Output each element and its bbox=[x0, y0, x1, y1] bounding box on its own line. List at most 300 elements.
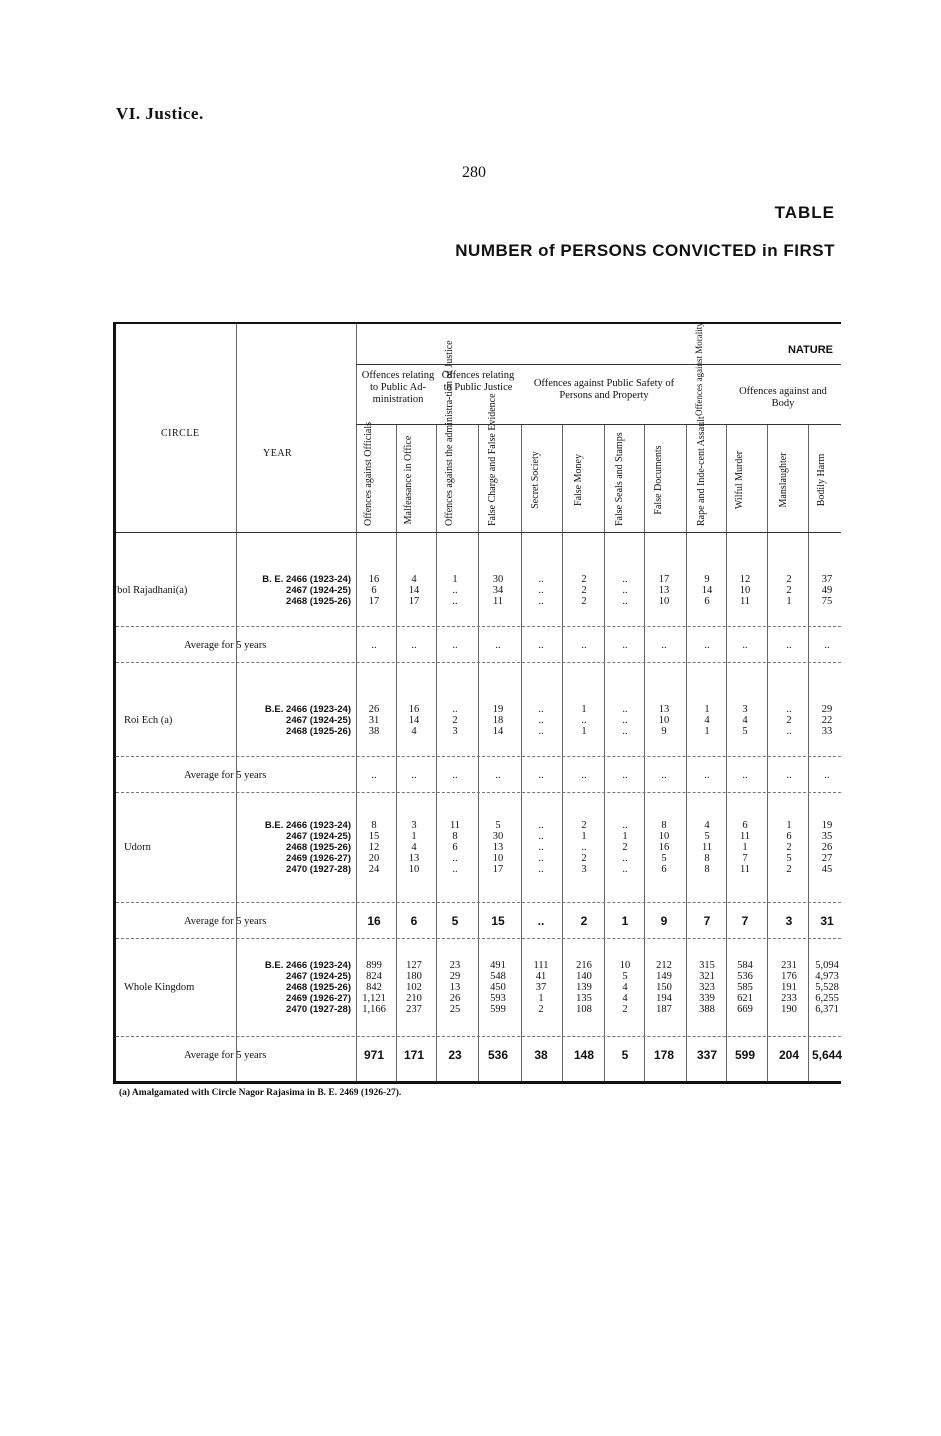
group-header: Offences against Public Safety of Persons and Property bbox=[533, 378, 675, 401]
table-cell: 9 bbox=[704, 574, 710, 585]
table-cell: 8 bbox=[661, 820, 667, 831]
table-cell: 584 bbox=[737, 960, 753, 971]
table-cell: 6,255 bbox=[815, 993, 839, 1004]
table-cell: .. bbox=[538, 853, 544, 864]
table-cell: 10 bbox=[658, 831, 670, 842]
table-cell: 5,094 bbox=[815, 960, 839, 971]
table-subtitle: NUMBER of PERSONS CONVICTED in FIRST bbox=[455, 241, 835, 260]
table-cell: 149 bbox=[656, 971, 672, 982]
table-cell: 10 bbox=[408, 864, 420, 875]
table-cell: .. bbox=[581, 715, 587, 726]
year-label: 2467 (1924-25) bbox=[286, 585, 351, 596]
year-label: B.E. 2466 (1923-24) bbox=[264, 820, 351, 831]
column-header: False Charge and False Evidence bbox=[487, 393, 498, 526]
average-cell: .. bbox=[371, 770, 377, 781]
average-cell: .. bbox=[411, 770, 417, 781]
table-cell: .. bbox=[538, 585, 544, 596]
average-cell: 6 bbox=[410, 914, 418, 928]
table-cell: 4,973 bbox=[815, 971, 839, 982]
table-cell: 10 bbox=[658, 596, 670, 607]
table-cell: 8 bbox=[371, 820, 377, 831]
table-cell: 824 bbox=[366, 971, 382, 982]
column-header: Secret Society bbox=[530, 451, 541, 509]
table-cell: 6 bbox=[661, 864, 667, 875]
table-cell: 180 bbox=[406, 971, 422, 982]
average-cell: .. bbox=[452, 640, 458, 651]
table-cell: .. bbox=[786, 704, 792, 715]
table-cell: 41 bbox=[535, 971, 547, 982]
table-cell: 23 bbox=[449, 960, 461, 971]
table-cell: 4 bbox=[411, 842, 417, 853]
table-cell: 4 bbox=[411, 726, 417, 737]
table-cell: 842 bbox=[366, 982, 382, 993]
column-divider bbox=[726, 424, 727, 1081]
table-cell: 4 bbox=[704, 820, 710, 831]
group-header: Offences relating to Public Ad-ministration bbox=[361, 370, 435, 405]
table-cell: 1 bbox=[452, 574, 458, 585]
table-cell: 14 bbox=[408, 715, 420, 726]
table-cell: .. bbox=[538, 574, 544, 585]
column-header: False Money bbox=[573, 454, 584, 506]
table-cell: 669 bbox=[737, 1004, 753, 1015]
circle-header: CIRCLE bbox=[161, 428, 200, 439]
average-cell: 599 bbox=[734, 1048, 756, 1062]
average-cell: 7 bbox=[703, 914, 711, 928]
column-header: False Seals and Stamps bbox=[614, 432, 625, 526]
page-number: 280 bbox=[462, 164, 486, 181]
year-label: 2468 (1925-26) bbox=[286, 842, 351, 853]
table-cell: 16 bbox=[658, 842, 670, 853]
table-cell: .. bbox=[452, 853, 458, 864]
table-cell: .. bbox=[538, 820, 544, 831]
row-separator bbox=[116, 1036, 841, 1037]
table-cell: 536 bbox=[737, 971, 753, 982]
table-cell: 16 bbox=[368, 574, 380, 585]
table-cell: 27 bbox=[821, 853, 833, 864]
convictions-table bbox=[113, 322, 841, 1084]
average-cell: .. bbox=[661, 770, 667, 781]
table-cell: 127 bbox=[406, 960, 422, 971]
table-cell: 5 bbox=[786, 853, 792, 864]
table-cell: 6 bbox=[371, 585, 377, 596]
table-cell: .. bbox=[538, 704, 544, 715]
table-cell: 194 bbox=[656, 993, 672, 1004]
table-cell: 4 bbox=[704, 715, 710, 726]
row-separator bbox=[116, 792, 841, 793]
table-cell: 231 bbox=[781, 960, 797, 971]
table-cell: .. bbox=[622, 864, 628, 875]
average-cell: 3 bbox=[785, 914, 793, 928]
average-cell: 2 bbox=[580, 914, 588, 928]
table-cell: .. bbox=[622, 820, 628, 831]
row-separator bbox=[116, 756, 841, 757]
footnote: (a) Amalgamated with Circle Nagor Rajasima in B. E. 2469 (1926-27). bbox=[119, 1088, 402, 1098]
header-rule bbox=[356, 424, 841, 425]
column-divider bbox=[604, 424, 605, 1081]
table-cell: .. bbox=[538, 596, 544, 607]
row-separator bbox=[116, 902, 841, 903]
group-header: Offences relating to Public Justice bbox=[441, 370, 515, 393]
table-cell: .. bbox=[622, 715, 628, 726]
table-cell: .. bbox=[622, 726, 628, 737]
table-cell: .. bbox=[452, 585, 458, 596]
year-label: 2469 (1926-27) bbox=[286, 853, 351, 864]
table-cell: .. bbox=[452, 596, 458, 607]
year-header: YEAR bbox=[263, 448, 293, 459]
column-header: Offences against Officials bbox=[363, 421, 374, 526]
table-cell: 187 bbox=[656, 1004, 672, 1015]
table-cell: 35 bbox=[821, 831, 833, 842]
table-cell: 17 bbox=[492, 864, 504, 875]
table-cell: 6 bbox=[742, 820, 748, 831]
average-cell: .. bbox=[704, 640, 710, 651]
table-cell: 13 bbox=[408, 853, 420, 864]
group-header: Offences against and Body bbox=[739, 386, 827, 409]
table-cell: 26 bbox=[821, 842, 833, 853]
table-cell: 19 bbox=[492, 704, 504, 715]
table-cell: 14 bbox=[492, 726, 504, 737]
table-cell: .. bbox=[622, 596, 628, 607]
table-cell: 20 bbox=[368, 853, 380, 864]
table-cell: 323 bbox=[699, 982, 715, 993]
table-cell: 2 bbox=[786, 842, 792, 853]
table-cell: 26 bbox=[368, 704, 380, 715]
table-cell: 22 bbox=[821, 715, 833, 726]
table-cell: 593 bbox=[490, 993, 506, 1004]
column-divider bbox=[478, 424, 479, 1081]
table-cell: 5 bbox=[495, 820, 501, 831]
table-cell: 3 bbox=[742, 704, 748, 715]
table-cell: 10 bbox=[492, 853, 504, 864]
average-cell: 5 bbox=[621, 1048, 629, 1062]
table-cell: 1 bbox=[538, 993, 544, 1004]
table-cell: 37 bbox=[821, 574, 833, 585]
table-cell: 13 bbox=[658, 704, 670, 715]
table-cell: 3 bbox=[411, 820, 417, 831]
table-cell: 1 bbox=[786, 820, 792, 831]
average-label: Average for 5 years bbox=[184, 916, 267, 927]
table-cell: 1 bbox=[622, 831, 628, 842]
table-cell: 1 bbox=[704, 726, 710, 737]
table-cell: 6,371 bbox=[815, 1004, 839, 1015]
table-cell: .. bbox=[581, 842, 587, 853]
column-header: Manslaughter bbox=[778, 452, 789, 508]
table-cell: 150 bbox=[656, 982, 672, 993]
average-label: Average for 5 years bbox=[184, 770, 267, 781]
table-cell: 2 bbox=[581, 574, 587, 585]
circle-name: Udorn bbox=[124, 842, 151, 853]
table-cell: 315 bbox=[699, 960, 715, 971]
row-separator bbox=[116, 938, 841, 939]
table-cell: 6 bbox=[704, 596, 710, 607]
circle-name: Roi Ech (a) bbox=[124, 715, 173, 726]
table-cell: 11 bbox=[492, 596, 504, 607]
average-cell: 171 bbox=[403, 1048, 425, 1062]
table-cell: 7 bbox=[742, 853, 748, 864]
table-cell: 4 bbox=[622, 993, 628, 1004]
table-cell: 190 bbox=[781, 1004, 797, 1015]
average-cell: 971 bbox=[363, 1048, 385, 1062]
table-cell: .. bbox=[538, 715, 544, 726]
average-cell: .. bbox=[538, 640, 544, 651]
table-cell: 4 bbox=[411, 574, 417, 585]
table-cell: 216 bbox=[576, 960, 592, 971]
table-cell: 24 bbox=[368, 864, 380, 875]
year-label: 2470 (1927-28) bbox=[286, 864, 351, 875]
year-label: B. E. 2466 (1923-24) bbox=[262, 574, 351, 585]
table-cell: 14 bbox=[701, 585, 713, 596]
table-cell: 5 bbox=[661, 853, 667, 864]
table-cell: 1 bbox=[581, 831, 587, 842]
table-cell: 4 bbox=[622, 982, 628, 993]
table-cell: .. bbox=[786, 726, 792, 737]
average-cell: 148 bbox=[573, 1048, 595, 1062]
table-cell: 25 bbox=[449, 1004, 461, 1015]
table-cell: 37 bbox=[535, 982, 547, 993]
table-cell: 1 bbox=[704, 704, 710, 715]
average-cell: 15 bbox=[491, 914, 505, 928]
table-cell: 14 bbox=[408, 585, 420, 596]
table-cell: 5 bbox=[742, 726, 748, 737]
average-cell: 7 bbox=[741, 914, 749, 928]
table-cell: .. bbox=[622, 853, 628, 864]
average-cell: 536 bbox=[487, 1048, 509, 1062]
column-divider bbox=[808, 424, 809, 1081]
header-rule bbox=[116, 532, 841, 533]
table-cell: 2 bbox=[786, 715, 792, 726]
column-divider bbox=[436, 424, 437, 1081]
average-cell: .. bbox=[786, 640, 792, 651]
table-cell: 19 bbox=[821, 820, 833, 831]
table-cell: 11 bbox=[449, 820, 461, 831]
table-cell: 10 bbox=[658, 715, 670, 726]
table-cell: 3 bbox=[581, 864, 587, 875]
table-label: TABLE bbox=[774, 203, 835, 222]
average-cell: .. bbox=[704, 770, 710, 781]
table-cell: 176 bbox=[781, 971, 797, 982]
table-cell: 210 bbox=[406, 993, 422, 1004]
table-cell: 1 bbox=[786, 596, 792, 607]
average-cell: .. bbox=[824, 770, 830, 781]
table-cell: 33 bbox=[821, 726, 833, 737]
table-cell: 108 bbox=[576, 1004, 592, 1015]
average-label: Average for 5 years bbox=[184, 640, 267, 651]
table-cell: 45 bbox=[821, 864, 833, 875]
table-cell: 4 bbox=[742, 715, 748, 726]
table-cell: 2 bbox=[581, 853, 587, 864]
column-header: Malfeasance in Office bbox=[403, 435, 414, 525]
column-divider bbox=[686, 424, 687, 1081]
average-cell: 5 bbox=[451, 914, 459, 928]
table-cell: 13 bbox=[449, 982, 461, 993]
header-rule bbox=[356, 364, 841, 365]
table-cell: 18 bbox=[492, 715, 504, 726]
year-label: 2469 (1926-27) bbox=[286, 993, 351, 1004]
table-cell: 111 bbox=[533, 960, 549, 971]
table-cell: 8 bbox=[704, 853, 710, 864]
average-cell: .. bbox=[452, 770, 458, 781]
table-cell: 9 bbox=[661, 726, 667, 737]
table-cell: .. bbox=[538, 864, 544, 875]
table-cell: 1 bbox=[742, 842, 748, 853]
average-cell: 31 bbox=[820, 914, 834, 928]
average-cell: .. bbox=[742, 640, 748, 651]
column-divider bbox=[644, 424, 645, 1081]
row-separator bbox=[116, 626, 841, 627]
table-cell: 75 bbox=[821, 596, 833, 607]
column-header: Offences against the administra-tion of Justice bbox=[444, 340, 455, 526]
table-cell: 2 bbox=[622, 842, 628, 853]
table-cell: 2 bbox=[622, 1004, 628, 1015]
table-cell: .. bbox=[452, 864, 458, 875]
table-cell: 140 bbox=[576, 971, 592, 982]
year-label: 2467 (1924-25) bbox=[286, 971, 351, 982]
table-cell: 2 bbox=[581, 820, 587, 831]
year-label: 2470 (1927-28) bbox=[286, 1004, 351, 1015]
table-cell: 10 bbox=[619, 960, 631, 971]
average-cell: .. bbox=[495, 640, 501, 651]
table-cell: 321 bbox=[699, 971, 715, 982]
table-cell: 1,166 bbox=[362, 1004, 386, 1015]
table-cell: 11 bbox=[701, 842, 713, 853]
table-cell: 49 bbox=[821, 585, 833, 596]
circle-name: Whole Kingdom bbox=[124, 982, 195, 993]
table-cell: 5,528 bbox=[815, 982, 839, 993]
average-cell: 337 bbox=[696, 1048, 718, 1062]
table-cell: 13 bbox=[492, 842, 504, 853]
average-cell: .. bbox=[824, 640, 830, 651]
table-cell: 599 bbox=[490, 1004, 506, 1015]
table-cell: .. bbox=[538, 726, 544, 737]
column-header: Rape and Inde-cent Assault bbox=[696, 416, 707, 526]
nature-label: NATURE bbox=[787, 344, 833, 356]
average-cell: .. bbox=[786, 770, 792, 781]
table-cell: 5 bbox=[622, 971, 628, 982]
table-cell: 621 bbox=[737, 993, 753, 1004]
average-cell: .. bbox=[622, 770, 628, 781]
table-cell: .. bbox=[538, 831, 544, 842]
table-cell: 237 bbox=[406, 1004, 422, 1015]
table-cell: 31 bbox=[368, 715, 380, 726]
year-label: 2468 (1925-26) bbox=[286, 596, 351, 607]
average-cell: .. bbox=[537, 914, 545, 928]
average-cell: 38 bbox=[534, 1048, 548, 1062]
table-cell: 17 bbox=[408, 596, 420, 607]
table-cell: 12 bbox=[739, 574, 751, 585]
table-cell: 38 bbox=[368, 726, 380, 737]
table-cell: 15 bbox=[368, 831, 380, 842]
table-cell: 2 bbox=[452, 715, 458, 726]
column-divider bbox=[767, 424, 768, 1081]
table-cell: 16 bbox=[408, 704, 420, 715]
table-cell: 11 bbox=[739, 864, 751, 875]
table-cell: 212 bbox=[656, 960, 672, 971]
table-cell: 26 bbox=[449, 993, 461, 1004]
table-cell: 548 bbox=[490, 971, 506, 982]
average-cell: 9 bbox=[660, 914, 668, 928]
table-cell: 6 bbox=[452, 842, 458, 853]
table-cell: 2 bbox=[786, 574, 792, 585]
table-cell: 11 bbox=[739, 596, 751, 607]
section-title: VI. Justice. bbox=[116, 104, 204, 123]
column-divider bbox=[562, 424, 563, 1081]
table-cell: 34 bbox=[492, 585, 504, 596]
year-label: 2467 (1924-25) bbox=[286, 715, 351, 726]
table-cell: 3 bbox=[452, 726, 458, 737]
table-cell: 6 bbox=[786, 831, 792, 842]
table-cell: 12 bbox=[368, 842, 380, 853]
table-cell: 388 bbox=[699, 1004, 715, 1015]
average-cell: .. bbox=[742, 770, 748, 781]
table-cell: 585 bbox=[737, 982, 753, 993]
table-cell: .. bbox=[538, 842, 544, 853]
table-cell: 1 bbox=[581, 704, 587, 715]
table-cell: 899 bbox=[366, 960, 382, 971]
year-label: 2467 (1924-25) bbox=[286, 831, 351, 842]
table-cell: 13 bbox=[658, 585, 670, 596]
table-cell: 2 bbox=[581, 585, 587, 596]
average-cell: .. bbox=[581, 770, 587, 781]
table-cell: 30 bbox=[492, 574, 504, 585]
table-cell: 29 bbox=[821, 704, 833, 715]
table-cell: 139 bbox=[576, 982, 592, 993]
table-cell: 8 bbox=[704, 864, 710, 875]
table-cell: 2 bbox=[786, 585, 792, 596]
table-cell: 5 bbox=[704, 831, 710, 842]
average-cell: .. bbox=[538, 770, 544, 781]
circle-name: Jbol Rajadhani(a) bbox=[113, 585, 188, 596]
average-cell: .. bbox=[581, 640, 587, 651]
table-cell: 233 bbox=[781, 993, 797, 1004]
table-cell: 8 bbox=[452, 831, 458, 842]
table-cell: 102 bbox=[406, 982, 422, 993]
year-label: B.E. 2466 (1923-24) bbox=[264, 960, 351, 971]
column-header: Bodily Harm bbox=[816, 453, 827, 507]
average-cell: .. bbox=[622, 640, 628, 651]
average-cell: .. bbox=[495, 770, 501, 781]
table-cell: 339 bbox=[699, 993, 715, 1004]
table-cell: 11 bbox=[739, 831, 751, 842]
column-header: False Documents bbox=[653, 445, 664, 515]
average-cell: 23 bbox=[448, 1048, 462, 1062]
year-label: 2468 (1925-26) bbox=[286, 982, 351, 993]
average-cell: 5,644 bbox=[811, 1048, 843, 1062]
table-cell: .. bbox=[452, 704, 458, 715]
table-cell: .. bbox=[622, 704, 628, 715]
average-cell: .. bbox=[411, 640, 417, 651]
column-divider bbox=[236, 324, 237, 1081]
table-cell: 2 bbox=[786, 864, 792, 875]
table-cell: 2 bbox=[581, 596, 587, 607]
group-header: Offences against Morality bbox=[694, 322, 704, 416]
column-header: Wilful Murder bbox=[734, 450, 745, 510]
table-cell: .. bbox=[622, 574, 628, 585]
row-separator bbox=[116, 662, 841, 663]
average-cell: 16 bbox=[367, 914, 381, 928]
average-cell: .. bbox=[661, 640, 667, 651]
average-cell: 1 bbox=[621, 914, 629, 928]
table-cell: 450 bbox=[490, 982, 506, 993]
average-cell: 178 bbox=[653, 1048, 675, 1062]
table-cell: 191 bbox=[781, 982, 797, 993]
average-cell: .. bbox=[371, 640, 377, 651]
table-cell: 135 bbox=[576, 993, 592, 1004]
year-label: B.E. 2466 (1923-24) bbox=[264, 704, 351, 715]
table-cell: 17 bbox=[368, 596, 380, 607]
column-divider bbox=[521, 424, 522, 1081]
table-cell: 10 bbox=[739, 585, 751, 596]
average-label: Average for 5 years bbox=[184, 1050, 267, 1061]
